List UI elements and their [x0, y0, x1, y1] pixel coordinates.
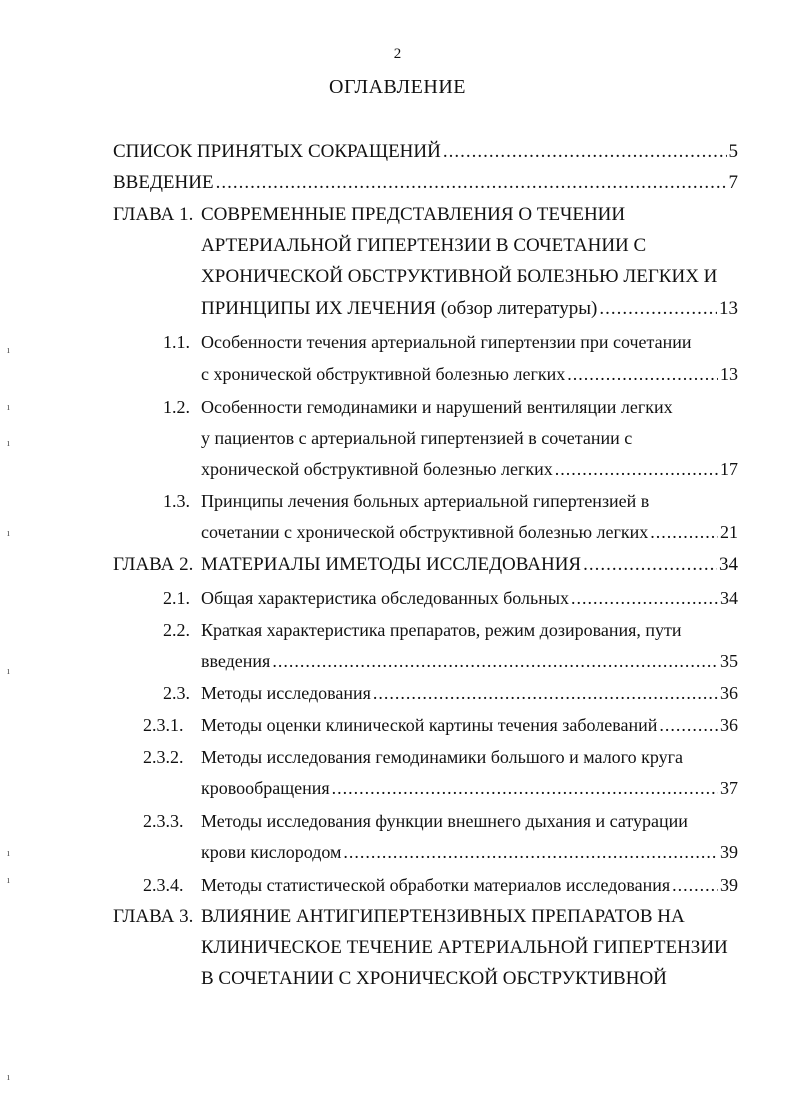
toc-entry-1-2-line-1[interactable]: Особенности гемодинамики и нарушений вентиляции легких: [201, 397, 673, 417]
toc-entry-1-2-label: 1.2.: [163, 397, 190, 417]
toc-entry-2-3-1[interactable]: [201, 713, 738, 737]
toc-entry-chapter-1-line-2[interactable]: АРТЕРИАЛЬНОЙ ГИПЕРТЕНЗИИ В СОЧЕТАНИИ С: [201, 235, 647, 256]
toc-page-number: 34: [720, 588, 738, 608]
scan-artifact: ı: [7, 438, 10, 449]
toc-entry-text: крови кислородом: [201, 842, 342, 862]
dot-leader: [272, 649, 718, 673]
page-number: 2: [393, 46, 402, 62]
toc-entry-1-3-label: 1.3.: [163, 491, 190, 511]
toc-entry-2-3-3-last[interactable]: [201, 840, 738, 864]
toc-page-number: 21: [720, 522, 738, 542]
toc-entry-1-1-label: 1.1.: [163, 332, 190, 352]
toc-page-number: 36: [720, 683, 738, 703]
dot-leader: [555, 457, 718, 481]
toc-entry-1-2-line-2[interactable]: у пациентов с артериальной гипертензией в сочетании с: [201, 428, 633, 448]
dot-leader: [567, 362, 718, 386]
toc-page-number: 35: [720, 651, 738, 671]
toc-entry-2-2-line-1[interactable]: Краткая характеристика препаратов, режим дозирования, пути: [201, 620, 682, 640]
toc-entry-chapter-3-line-2[interactable]: КЛИНИЧЕСКОЕ ТЕЧЕНИЕ АРТЕРИАЛЬНОЙ ГИПЕРТЕНЗИИ: [201, 937, 728, 958]
toc-entry-chapter-1-line-3[interactable]: ХРОНИЧЕСКОЙ ОБСТРУКТИВНОЙ БОЛЕЗНЬЮ ЛЕГКИХ И: [201, 266, 718, 287]
toc-page-number: 17: [720, 459, 738, 479]
toc-entry-2-1[interactable]: [201, 586, 738, 610]
dot-leader: [672, 873, 718, 897]
toc-entry-2-3-4[interactable]: [201, 873, 738, 897]
toc-entry-text: ВВЕДЕНИЕ: [113, 172, 214, 193]
toc-entry-chapter-1-label: ГЛАВА 1.: [113, 204, 194, 225]
scan-artifact: ı: [7, 875, 10, 886]
toc-entry-text: ПРИНЦИПЫ ИХ ЛЕЧЕНИЯ (обзор литературы): [201, 298, 598, 319]
dot-leader: [373, 681, 718, 705]
toc-entry-1-3-last[interactable]: [201, 520, 738, 544]
toc-entry-2-3[interactable]: [201, 681, 738, 705]
toc-page-number: 13: [720, 364, 738, 384]
toc-entry-1-1-last[interactable]: [201, 362, 738, 386]
toc-page-number: 5: [728, 141, 738, 162]
toc-entry-chapter-1-line-1[interactable]: СОВРЕМЕННЫЕ ПРЕДСТАВЛЕНИЯ О ТЕЧЕНИИ: [201, 204, 626, 225]
toc-entry-2-3-1-label: 2.3.1.: [143, 715, 184, 735]
scan-artifact: ı: [7, 1072, 10, 1083]
toc-entry-2-3-3-label: 2.3.3.: [143, 811, 184, 831]
toc-entry-text: сочетании с хронической обструктивной болезнью легких: [201, 522, 649, 542]
toc-entry-2-2-last[interactable]: [201, 649, 738, 673]
dot-leader: [332, 776, 718, 800]
toc-entry-text: Общая характеристика обследованных больных: [201, 588, 569, 608]
toc-entry-chapter-3-line-3[interactable]: В СОЧЕТАНИИ С ХРОНИЧЕСКОЙ ОБСТРУКТИВНОЙ: [201, 968, 667, 989]
toc-entry-text: введения: [201, 651, 271, 671]
dot-leader: [216, 171, 727, 195]
toc-entry-2-3-3-line-1[interactable]: Методы исследования функции внешнего дыхания и сатурации: [201, 811, 688, 831]
toc-entry-2-3-2-line-1[interactable]: Методы исследования гемодинамики большого и малого круга: [201, 747, 683, 767]
toc-page-number: 13: [719, 298, 738, 319]
dot-leader: [650, 520, 718, 544]
toc-entry-1-3-line-1[interactable]: Принципы лечения больных артериальной гипертензией в: [201, 491, 650, 511]
toc-title: ОГЛАВЛЕНИЕ: [329, 76, 466, 98]
toc-entry-text: с хронической обструктивной болезнью легких: [201, 364, 566, 384]
scan-artifact: ı: [7, 666, 10, 677]
scan-artifact: ı: [7, 528, 10, 539]
dot-leader: [659, 713, 718, 737]
toc-entry-text: СПИСОК ПРИНЯТЫХ СОКРАЩЕНИЙ: [113, 141, 441, 162]
toc-page-number: 37: [720, 778, 738, 798]
toc-entry-text: Методы статистической обработки материалов исследования: [201, 875, 671, 895]
toc-entry-abbreviations[interactable]: [113, 140, 738, 164]
toc-entry-chapter-2[interactable]: [201, 553, 738, 577]
scan-artifact: ı: [7, 345, 10, 356]
toc-entry-2-2-label: 2.2.: [163, 620, 190, 640]
toc-entry-2-3-2-label: 2.3.2.: [143, 747, 184, 767]
toc-entry-text: хронической обструктивной болезнью легких: [201, 459, 553, 479]
toc-entry-text: Методы исследования: [201, 683, 371, 703]
toc-entry-text: Методы оценки клинической картины течения заболеваний: [201, 715, 658, 735]
toc-entry-2-3-label: 2.3.: [163, 683, 190, 703]
toc-page-number: 39: [720, 875, 738, 895]
scan-artifact: ı: [7, 402, 10, 413]
dot-leader: [571, 586, 718, 610]
toc-page-number: 34: [719, 554, 738, 575]
scan-artifact: ı: [7, 848, 10, 859]
toc-entry-chapter-3-label: ГЛАВА 3.: [113, 906, 194, 927]
toc-entry-chapter-2-label: ГЛАВА 2.: [113, 554, 194, 575]
toc-entry-chapter-1-last[interactable]: [201, 297, 738, 321]
dot-leader: [343, 840, 718, 864]
toc-entry-introduction[interactable]: [113, 171, 738, 195]
dot-leader: [443, 140, 727, 164]
toc-entry-1-1-line-1[interactable]: Особенности течения артериальной гипертензии при сочетании: [201, 332, 692, 352]
toc-entry-chapter-3-line-1[interactable]: ВЛИЯНИЕ АНТИГИПЕРТЕНЗИВНЫХ ПРЕПАРАТОВ НА: [201, 906, 685, 927]
dot-leader: [583, 553, 717, 577]
toc-entry-2-3-4-label: 2.3.4.: [143, 875, 184, 895]
dot-leader: [599, 297, 717, 321]
toc-entry-text: кровообращения: [201, 778, 330, 798]
toc-page-number: 7: [728, 172, 738, 193]
toc-page-number: 36: [720, 715, 738, 735]
toc-entry-1-2-last[interactable]: [201, 457, 738, 481]
toc-page-number: 39: [720, 842, 738, 862]
toc-entry-text: МАТЕРИАЛЫ ИМЕТОДЫ ИССЛЕДОВАНИЯ: [201, 554, 582, 575]
toc-entry-2-1-label: 2.1.: [163, 588, 190, 608]
toc-entry-2-3-2-last[interactable]: [201, 776, 738, 800]
